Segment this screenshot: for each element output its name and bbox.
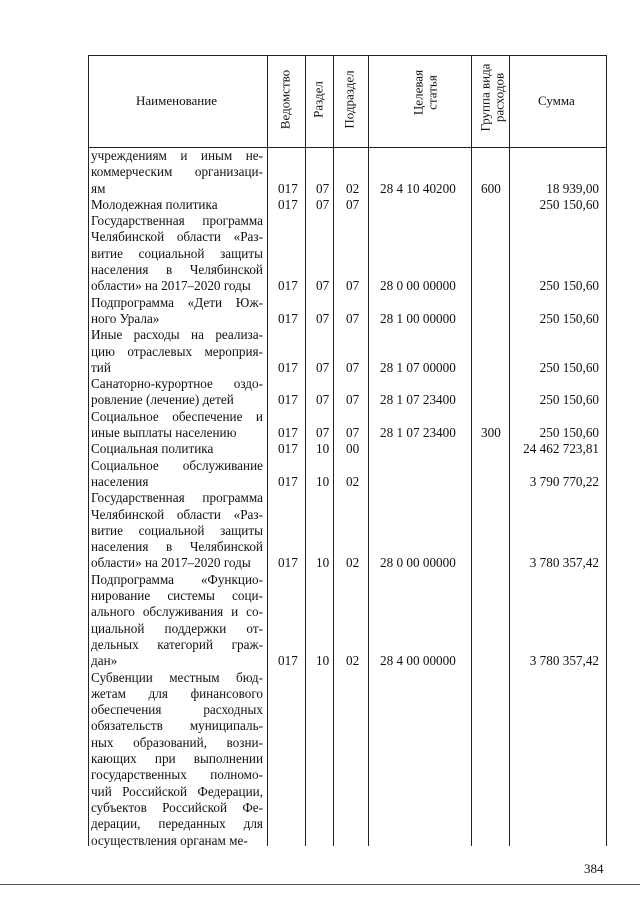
row-name-line: дан» (91, 653, 118, 669)
row-razdel: 07 (316, 196, 330, 212)
row-sum: 250 150,60 (539, 359, 599, 375)
row-vedomstvo: 017 (278, 555, 298, 571)
row-razdel: 07 (316, 310, 330, 326)
row-target-article: 28 4 10 40200 (380, 180, 456, 196)
row-name-line: населения в Челябинской (91, 262, 263, 278)
row-sum: 250 150,60 (539, 310, 599, 326)
row-name (91, 376, 263, 409)
row-name (91, 197, 263, 213)
row-razdel: 07 (316, 425, 330, 441)
row-name-line: учреждениям и иным не- (91, 148, 263, 163)
header-stat-line2: статья (424, 75, 440, 110)
row-name-line: чий Российской Федерации, (91, 783, 263, 799)
row-name-line: тий (91, 359, 111, 375)
row-name-line: Государственная программа (91, 213, 263, 229)
row-name-line: обязательств муниципаль- (91, 718, 263, 734)
row-sum: 3 780 357,42 (529, 653, 599, 669)
row-expense-group: 300 (481, 425, 501, 441)
row-name-line: витие социальной защиты (91, 522, 263, 538)
row-target-article: 28 1 07 00000 (380, 359, 456, 375)
row-podrazdel: 07 (346, 310, 360, 326)
row-name-line: Социальная политика (91, 441, 214, 457)
row-name (91, 441, 263, 457)
row-name-line: Санаторно-курортное оздо- (91, 376, 263, 392)
page-bottom-rule (0, 884, 640, 885)
row-sum: 18 939,00 (546, 180, 599, 196)
header-vedomstvo: Ведомство (277, 69, 293, 130)
row-name-line: Государственная программа (91, 490, 263, 506)
row-name-line: обеспечения расходных (91, 702, 263, 718)
row-sum: 250 150,60 (539, 278, 599, 294)
header-summa: Сумма (538, 93, 575, 108)
row-vedomstvo: 017 (278, 473, 298, 489)
row-podrazdel: 07 (346, 278, 360, 294)
row-sum: 24 462 723,81 (523, 441, 599, 457)
row-name (91, 572, 263, 670)
row-name-line: субъектов Российской Фе- (91, 799, 263, 815)
row-name-line: Челябинской области «Раз- (91, 506, 263, 522)
row-vedomstvo: 017 (278, 653, 298, 669)
row-name-line: Субвенции местным бюд- (91, 669, 263, 685)
header-grp-line1: Группа вида (477, 63, 493, 132)
row-name-line: ям (91, 180, 106, 196)
row-name-line: Подпрограмма «Дети Юж- (91, 294, 263, 310)
row-target-article: 28 1 07 23400 (380, 425, 456, 441)
row-name-line: кающих при выполнении (91, 751, 263, 767)
header-grp-line2: расходов (491, 72, 507, 123)
row-name (91, 409, 263, 442)
row-podrazdel: 07 (346, 392, 360, 408)
column-divider (509, 55, 510, 846)
row-name-line: нирование системы соци- (91, 588, 263, 604)
row-name-line: витие социальной защиты (91, 245, 263, 261)
row-name-line: ровление (лечение) детей (91, 392, 234, 408)
row-vedomstvo: 017 (278, 278, 298, 294)
row-razdel: 07 (316, 278, 330, 294)
table-border-left (88, 55, 89, 846)
column-divider (368, 55, 369, 846)
row-name-line: области» на 2017–2020 годы (91, 278, 251, 294)
row-vedomstvo: 017 (278, 196, 298, 212)
row-name-line: области» на 2017–2020 годы (91, 555, 251, 571)
row-razdel: 07 (316, 392, 330, 408)
row-name-line: осуществления органам ме- (91, 832, 248, 848)
row-razdel: 10 (316, 555, 330, 571)
row-name-line: жетам для финансового (91, 685, 263, 701)
row-podrazdel: 00 (346, 441, 360, 457)
row-name (91, 327, 263, 376)
row-sum: 3 790 770,22 (529, 473, 599, 489)
row-target-article: 28 1 07 23400 (380, 392, 456, 408)
row-target-article: 28 0 00 00000 (380, 555, 456, 571)
row-name-line: дерации, переданных для (91, 816, 263, 832)
row-vedomstvo: 017 (278, 392, 298, 408)
row-name-line: населения (91, 473, 149, 489)
table-border-top (88, 55, 607, 56)
row-vedomstvo: 017 (278, 310, 298, 326)
row-name-line: Социальное обслуживание (91, 457, 263, 473)
header-name: Наименование (136, 93, 217, 108)
row-razdel: 07 (316, 359, 330, 375)
row-podrazdel: 02 (346, 555, 360, 571)
column-divider (267, 55, 268, 846)
row-name (91, 458, 263, 491)
row-vedomstvo: 017 (278, 441, 298, 457)
row-vedomstvo: 017 (278, 180, 298, 196)
row-sum: 3 780 357,42 (529, 555, 599, 571)
row-name-line: циальной поддержки от- (91, 620, 263, 636)
row-name (91, 148, 263, 197)
row-podrazdel: 02 (346, 473, 360, 489)
header-razdel: Раздел (310, 81, 326, 118)
row-sum: 250 150,60 (539, 196, 599, 212)
row-name-line: ных образований, возни- (91, 734, 263, 750)
row-name-line: дельных категорий граж- (91, 636, 263, 652)
row-razdel: 10 (316, 441, 330, 457)
row-sum: 250 150,60 (539, 392, 599, 408)
row-name-line: Челябинской области «Раз- (91, 229, 263, 245)
row-podrazdel: 07 (346, 196, 360, 212)
row-podrazdel: 07 (346, 359, 360, 375)
row-target-article: 28 4 00 00000 (380, 653, 456, 669)
row-name-line: населения в Челябинской (91, 539, 263, 555)
row-razdel: 10 (316, 473, 330, 489)
row-podrazdel: 02 (346, 653, 360, 669)
row-name-line: государственных полномо- (91, 767, 263, 783)
row-name (91, 213, 263, 294)
row-name-line: ального обслуживания и со- (91, 604, 263, 620)
row-razdel: 07 (316, 180, 330, 196)
row-name-line: Иные расходы на реализа- (91, 327, 263, 343)
row-name-line: Социальное обеспечение и (91, 408, 263, 424)
table-border-right (606, 55, 607, 846)
budget-table (88, 55, 607, 846)
row-vedomstvo: 017 (278, 425, 298, 441)
row-vedomstvo: 017 (278, 359, 298, 375)
column-divider (471, 55, 472, 846)
row-target-article: 28 0 00 00000 (380, 278, 456, 294)
row-podrazdel: 02 (346, 180, 360, 196)
header-podrazdel: Подраздел (341, 70, 357, 129)
row-name (91, 295, 263, 328)
row-name-line: Подпрограмма «Функцио- (91, 571, 263, 587)
row-name-line: коммерческим организаци- (91, 164, 263, 180)
row-name (91, 490, 263, 571)
row-podrazdel: 07 (346, 425, 360, 441)
row-sum: 250 150,60 (539, 425, 599, 441)
row-name-line: ного Урала» (91, 310, 160, 326)
page-number: 384 (584, 861, 604, 876)
row-name-line: Молодежная политика (91, 196, 218, 212)
row-razdel: 10 (316, 653, 330, 669)
row-target-article: 28 1 00 00000 (380, 310, 456, 326)
row-name-line: цию отраслевых мероприя- (91, 343, 263, 359)
row-name-line: иные выплаты населению (91, 425, 237, 441)
row-expense-group: 600 (481, 180, 501, 196)
row-name (91, 670, 263, 849)
column-divider (305, 55, 306, 846)
header-stat-line1: Целевая (410, 69, 426, 116)
column-divider (333, 55, 334, 846)
